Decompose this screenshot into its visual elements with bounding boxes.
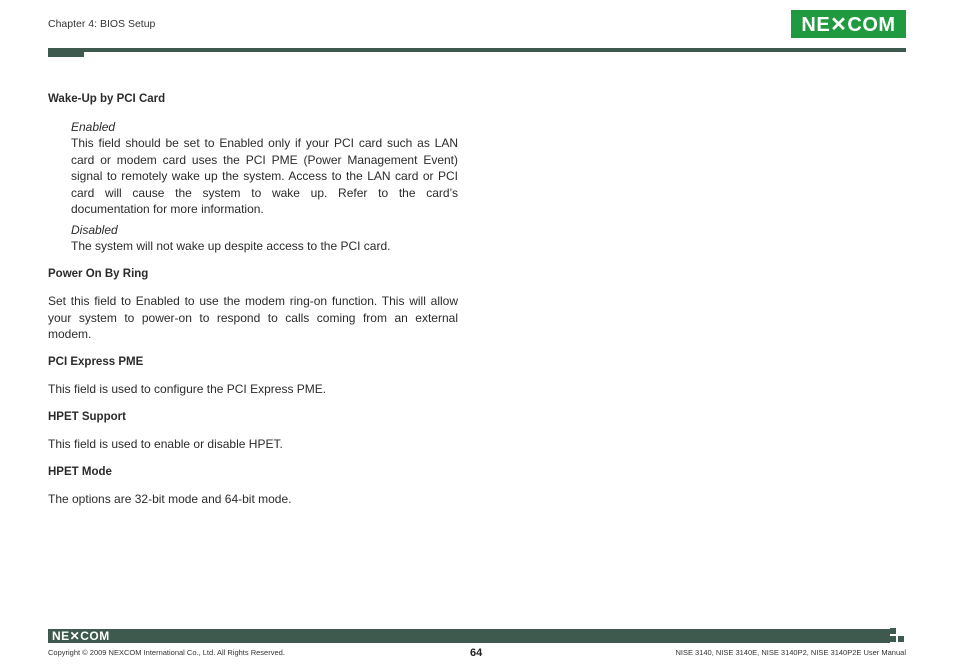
option-name: Disabled bbox=[71, 222, 118, 237]
footer-bar bbox=[48, 629, 890, 643]
header-rule bbox=[48, 48, 906, 52]
section-heading: PCI Express PME bbox=[48, 355, 144, 368]
option-description: This field should be set to Enabled only if your PCI card such as LAN card or modem card uses the PCI PME (Power Management Event) signal to remotely wake up the system. Access to the LAN card or PCI card will cause the system to wake up. Refer to the card’s documentation for more information. bbox=[71, 136, 458, 216]
section-text: This field is used to enable or disable HPET. bbox=[48, 437, 283, 451]
footer-logo-text: NE✕COM bbox=[52, 629, 110, 643]
section-heading: HPET Mode bbox=[48, 465, 112, 478]
option-name: Enabled bbox=[71, 119, 116, 134]
option-description: The system will not wake up despite access to the PCI card. bbox=[71, 239, 391, 253]
manual-title: NISE 3140, NISE 3140E, NISE 3140P2, NISE 3140P2E User Manual bbox=[675, 648, 906, 657]
option-block bbox=[48, 119, 458, 255]
footer-logo bbox=[52, 629, 110, 643]
section-text: Set this field to Enabled to use the modem ring-on function. This will allow your system to power-on to respond to calls coming from an external modem. bbox=[48, 294, 458, 341]
footer-squares-icon bbox=[890, 628, 910, 646]
section-heading: Wake-Up by PCI Card bbox=[48, 93, 166, 105]
logo-text: NE✕COM bbox=[801, 13, 896, 36]
section-heading: HPET Support bbox=[48, 410, 126, 423]
page-content bbox=[48, 91, 458, 508]
page-number: 64 bbox=[470, 647, 483, 659]
section-text: This field is used to configure the PCI Express PME. bbox=[48, 382, 327, 396]
copyright: Copyright © 2009 NEXCOM International Co., Ltd. All Rights Reserved. bbox=[48, 648, 285, 657]
section-heading: Power On By Ring bbox=[48, 267, 149, 280]
header-rule-accent bbox=[48, 48, 84, 57]
nexcom-logo bbox=[791, 10, 906, 38]
chapter-title: Chapter 4: BIOS Setup bbox=[48, 18, 156, 30]
section-text: The options are 32-bit mode and 64-bit mode. bbox=[48, 492, 292, 506]
